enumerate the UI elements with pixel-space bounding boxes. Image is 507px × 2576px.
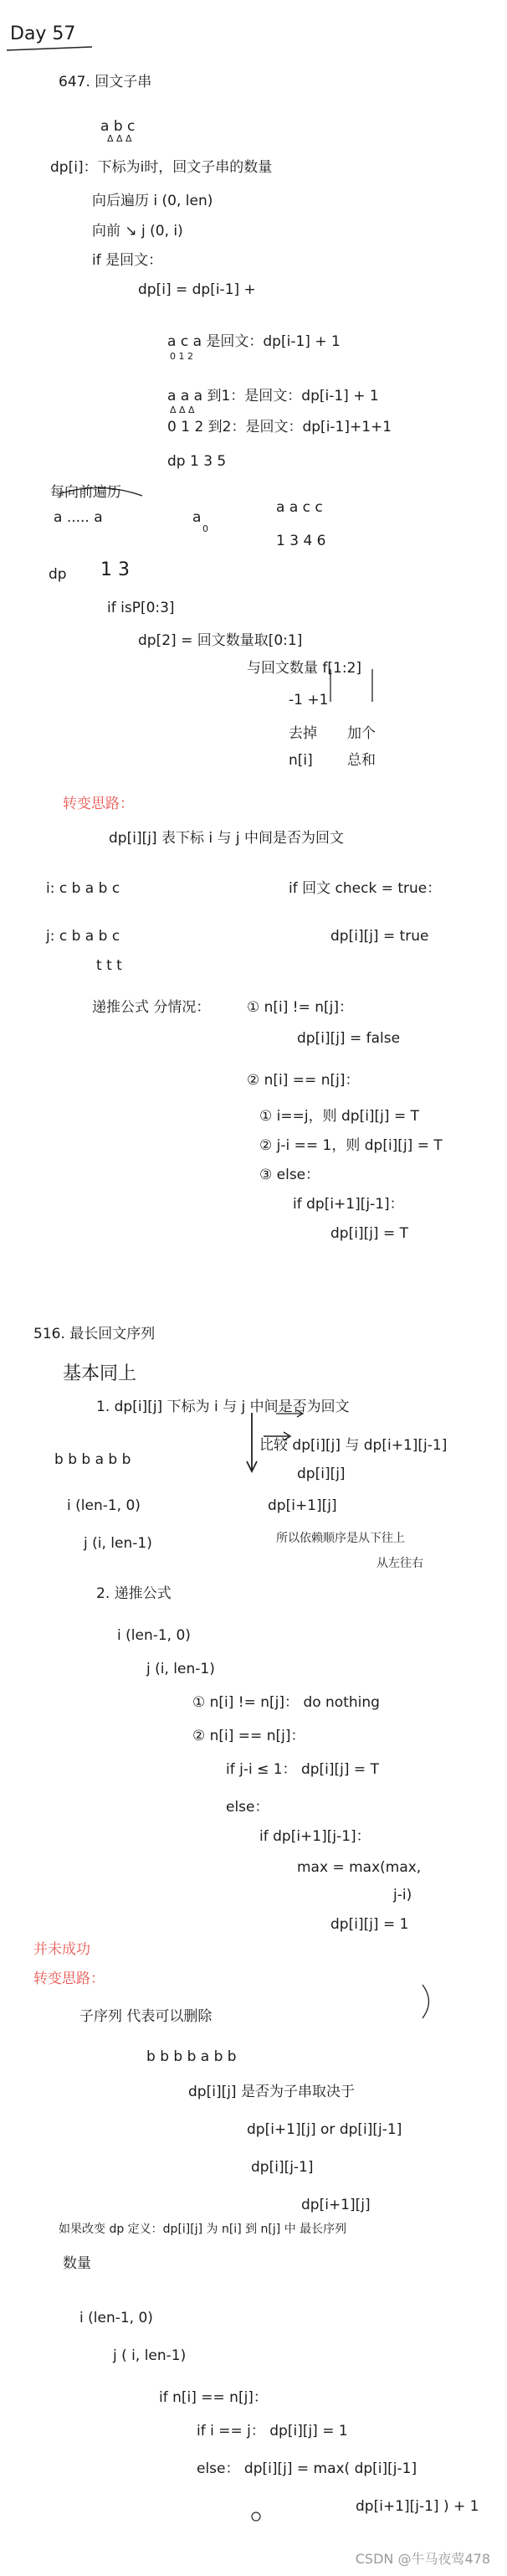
loop-j-2: j (i, len-1) <box>84 1535 152 1552</box>
loop-i-2: i (len-1, 0) <box>67 1497 141 1514</box>
loop-i: 向后遍历 i (0, len) <box>92 193 213 209</box>
case-2e: dp[i][j] = T <box>330 1225 408 1242</box>
backward-traverse-heading: 每向前遍历 <box>50 484 121 501</box>
loop-j: 向前 ↘ j (0, i) <box>92 223 183 240</box>
depends-on-3: dp[i][j-1] <box>251 2159 314 2176</box>
dp-values: dp 1 3 5 <box>167 453 227 470</box>
recurrence-8: dp[i][j] = 1 <box>330 1916 409 1933</box>
recurrence-label: 递推公式 分情况： <box>92 999 211 1016</box>
final-loop-j: j ( i, len-1) <box>113 2347 187 2364</box>
recurrence-2: ② n[i] == n[j]： <box>192 1728 305 1744</box>
final-if-equal: if i == j： dp[i][j] = 1 <box>197 2423 348 2439</box>
redefine-dp: 如果改变 dp 定义：dp[i][j] 为 n[i] 到 n[j] 中 最长序列 <box>59 2223 347 2236</box>
recurrence-5: if dp[i+1][j-1]： <box>259 1828 371 1845</box>
case-2b: ② j-i == 1，则 dp[i][j] = T <box>259 1137 443 1154</box>
recurrence-i: i (len-1, 0) <box>117 1627 191 1644</box>
plus-palindrome-count: 与回文数量 f[1:2] <box>247 660 362 677</box>
recurrence-7: j-i) <box>393 1887 412 1904</box>
if-check-true: if 回文 check = true： <box>289 880 442 897</box>
sequence-aacc: a a c c <box>276 499 323 516</box>
depends-on: dp[i][j] 是否为子串取决于 <box>188 2084 355 2100</box>
order-note-2: 从左往右 <box>376 1557 423 1570</box>
redefine-dp-2: 数量 <box>63 2255 91 2272</box>
j-letters: j: c b a b c <box>46 928 120 945</box>
add-label: 加个 <box>347 725 376 742</box>
example-aaa-marks: Δ Δ Δ <box>170 404 195 415</box>
dp-ij: dp[i][j] <box>297 1466 346 1482</box>
case-2d: if dp[i+1][j-1]： <box>293 1196 404 1213</box>
minus-plus: -1 +1 <box>289 692 329 708</box>
final-else-2: dp[i+1][j-1] ) + 1 <box>356 2498 479 2515</box>
basic-same: 基本同上 <box>63 1363 137 1384</box>
example-a2-sub: 0 <box>202 523 208 534</box>
order-note-1: 所以依赖顺序是从下往上 <box>276 1532 405 1545</box>
recurrence-j: j (i, len-1) <box>146 1661 215 1677</box>
remove-label: 去掉 <box>289 725 317 742</box>
recurrence-1: ① n[i] != n[j]： do nothing <box>192 1694 380 1711</box>
page-title: Day 57 <box>10 23 76 44</box>
dp2-count: dp[2] = 回文数量取[0:1] <box>138 632 303 649</box>
example-aaa-index: 0 1 2 到2：是回文：dp[i-1]+1+1 <box>167 419 392 435</box>
example-a2: a <box>192 509 202 526</box>
depends-on-2: dp[i+1][j] or dp[i][j-1] <box>247 2121 402 2138</box>
dp-definition: dp[i]：下标为i时，回文子串的数量 <box>50 159 273 176</box>
recurrence-6: max = max(max, <box>297 1859 422 1876</box>
dp-recurrence: dp[i] = dp[i-1] + <box>138 281 256 298</box>
dp-1-3: 1 3 <box>100 559 130 580</box>
point-1: 1. dp[i][j] 下标为 i 与 j 中间是否为回文 <box>96 1399 350 1415</box>
dp-label: dp <box>49 566 67 583</box>
sequence-bbbabb: b b b a b b <box>54 1451 131 1468</box>
watermark: CSDN @牛马夜莺478 <box>355 2551 490 2567</box>
case-2c: ③ else： <box>259 1167 320 1183</box>
fail-label: 并未成功 <box>33 1941 90 1958</box>
final-loop-i: i (len-1, 0) <box>79 2310 153 2326</box>
recurrence-else: else： <box>226 1799 269 1816</box>
if-palindrome: if 是回文： <box>92 252 163 269</box>
final-else: else： dp[i][j] = max( dp[i][j-1] <box>197 2460 417 2477</box>
depends-on-4: dp[i+1][j] <box>301 2197 371 2213</box>
section-heading-647: 647. 回文子串 <box>59 74 152 90</box>
example-aca-index: 0 1 2 <box>170 351 193 362</box>
case-1: ① n[i] != n[j]： <box>247 999 354 1016</box>
change-idea-label: 转变思路： <box>63 796 134 812</box>
sequence-bbbbabb: b b b b a b b <box>146 2048 237 2065</box>
change-idea-label-2: 转变思路： <box>33 1971 105 1987</box>
subsequence-note: 子序列 代表可以删除 <box>79 2008 213 2025</box>
t-row: t t t <box>96 957 122 974</box>
dp-true: dp[i][j] = true <box>330 928 429 945</box>
compare: 比较 dp[i][j] 与 dp[i+1][j-1] <box>259 1437 448 1454</box>
recurrence-3: if j-i ≤ 1： dp[i][j] = T <box>226 1761 379 1778</box>
example-aaa: a a a 到1：是回文：dp[i-1] + 1 <box>167 388 379 404</box>
sequence-aacc-values: 1 3 4 6 <box>276 533 326 549</box>
case-2a: ① i==j，则 dp[i][j] = T <box>259 1108 419 1125</box>
point-2: 2. 递推公式 <box>96 1585 172 1602</box>
final-if: if n[i] == n[j]： <box>159 2389 268 2406</box>
example-aca: a c a 是回文：dp[i-1] + 1 <box>167 333 341 350</box>
case-1-result: dp[i][j] = false <box>297 1030 401 1047</box>
i-letters: i: c b a b c <box>46 880 120 897</box>
section-heading-516: 516. 最长回文序列 <box>33 1326 156 1342</box>
total-label: 总和 <box>347 752 376 769</box>
example-marks: Δ Δ Δ <box>107 133 132 144</box>
case-2: ② n[i] == n[j]： <box>247 1072 360 1089</box>
dp-i1-j: dp[i+1][j] <box>268 1497 337 1514</box>
if-isp: if isP[0:3] <box>107 600 175 616</box>
n-i-label: n[i] <box>289 752 313 769</box>
example-string: a b c <box>100 118 136 135</box>
example-a-dots-a: a ..... a <box>54 509 103 526</box>
dp-ij-definition: dp[i][j] 表下标 i 与 j 中间是否为回文 <box>109 830 345 847</box>
